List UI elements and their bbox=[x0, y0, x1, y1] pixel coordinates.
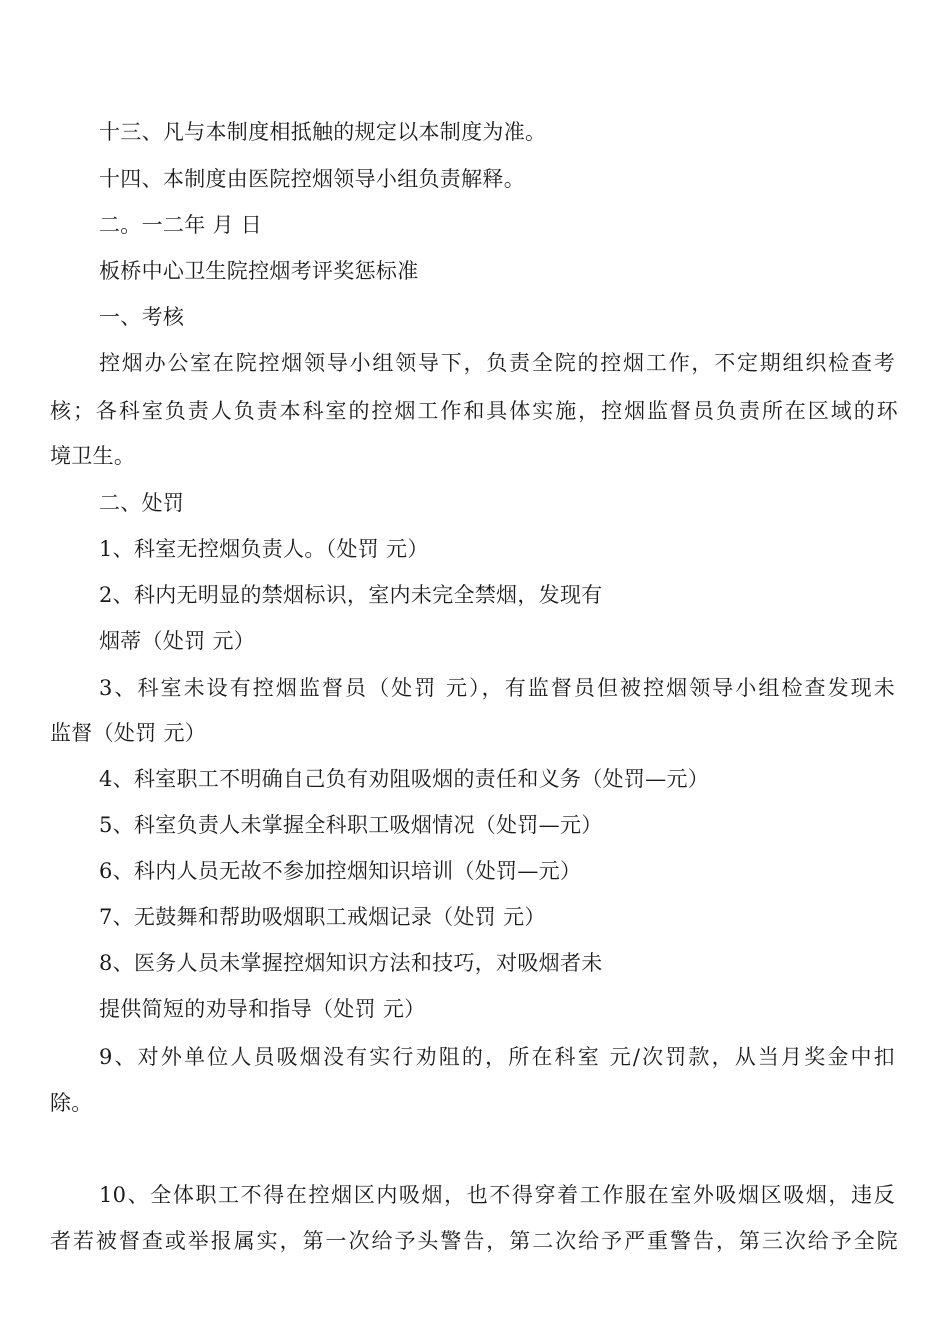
penalty-item-10-cont: 者若被督查或举报属实，第一次给予头警告，第二次给予严重警告，第三次给予全院 bbox=[50, 1229, 898, 1253]
penalty-item-6: 6、科内人员无故不参加控烟知识培训（处罚—元） bbox=[99, 859, 582, 883]
assessment-paragraph-line-3: 境卫生。 bbox=[50, 444, 136, 468]
penalty-item-2: 2、科内无明显的禁烟标识，室内未完全禁烟，发现有 bbox=[99, 583, 603, 607]
penalty-item-7: 7、无鼓舞和帮助吸烟职工戒烟记录（处罚 元） bbox=[99, 905, 546, 929]
penalty-item-8-cont: 提供简短的劝导和指导（处罚 元） bbox=[99, 997, 426, 1021]
penalty-item-9-cont: 除。 bbox=[50, 1091, 93, 1115]
clause-14: 十四、本制度由医院控烟领导小组负责解释。 bbox=[99, 167, 525, 191]
assessment-paragraph-line-2: 核；各科室负责人负责本科室的控烟工作和具体实施，控烟监督员负责所在区域的环 bbox=[50, 399, 898, 423]
penalty-item-8: 8、医务人员未掌握控烟知识方法和技巧，对吸烟者未 bbox=[99, 951, 603, 975]
heading-penalty: 二、处罚 bbox=[99, 491, 185, 515]
penalty-item-1: 1、科室无控烟负责人。（处罚 元） bbox=[99, 537, 429, 561]
penalty-item-2-cont: 烟蒂（处罚 元） bbox=[99, 629, 256, 653]
document-date: 二。一二年 月 日 bbox=[99, 213, 263, 237]
section-title: 板桥中心卫生院控烟考评奖惩标准 bbox=[99, 259, 419, 283]
heading-assessment: 一、考核 bbox=[99, 305, 185, 329]
penalty-item-5: 5、科室负责人未掌握全科职工吸烟情况（处罚—元） bbox=[99, 813, 603, 837]
penalty-item-9: 9、对外单位人员吸烟没有实行劝阻的，所在科室 元/次罚款，从当月奖金中扣 bbox=[99, 1045, 895, 1069]
penalty-item-4: 4、科室职工不明确自己负有劝阻吸烟的责任和义务（处罚—元） bbox=[99, 767, 710, 791]
penalty-item-10: 10、全体职工不得在控烟区内吸烟，也不得穿着工作服在室外吸烟区吸烟，违反 bbox=[99, 1183, 895, 1207]
penalty-item-3-cont: 监督（处罚 元） bbox=[50, 721, 207, 745]
clause-13: 十三、凡与本制度相抵触的规定以本制度为准。 bbox=[99, 120, 547, 144]
assessment-paragraph-line-1: 控烟办公室在院控烟领导小组领导下，负责全院的控烟工作，不定期组织检查考 bbox=[99, 351, 895, 375]
penalty-item-3: 3、科室未设有控烟监督员（处罚 元），有监督员但被控烟领导小组检查发现未 bbox=[99, 676, 895, 700]
